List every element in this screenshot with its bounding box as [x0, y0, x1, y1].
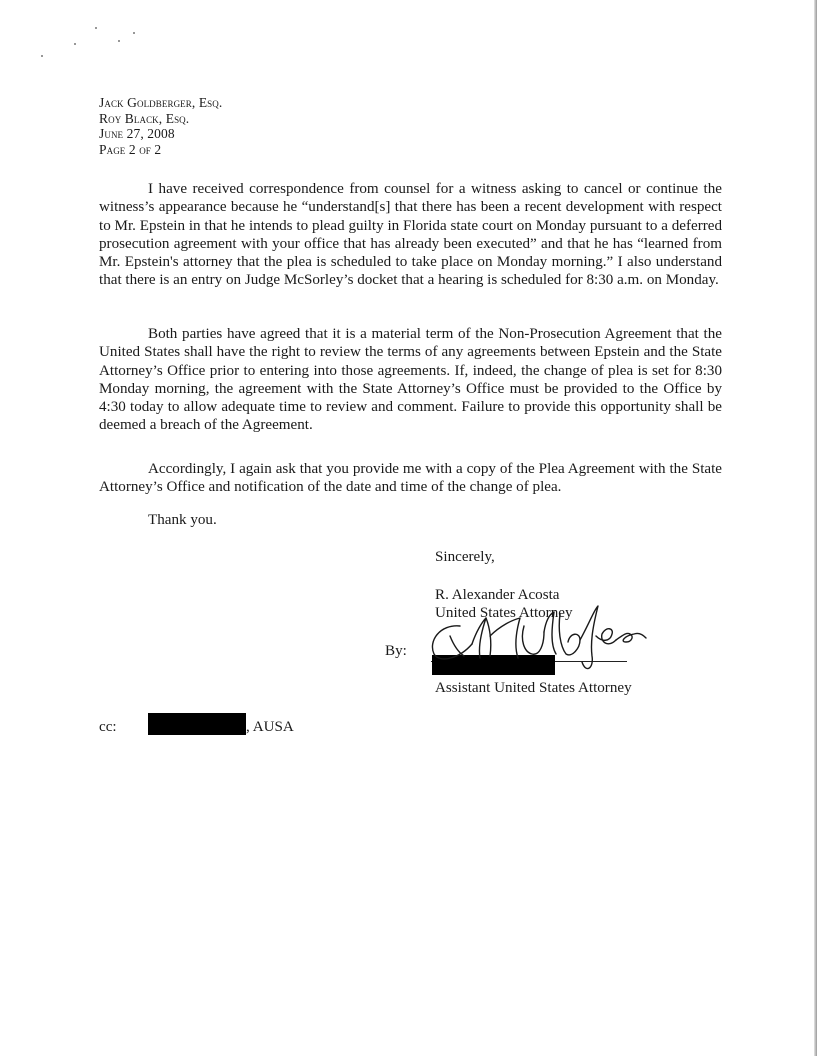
scan-speck [95, 27, 97, 29]
paragraph-text: I have received correspondence from counsel for a witness asking to cancel or continue the witness’s appearance because he “understand[s] that there has been a recent development with respect to Mr. Epstein in that he intends to plead guilty in Florida state court on Monday pursuant to a deferred prosecution agreement with your office that has already been executed” and that he has “learned from Mr. Epstein's attorney that the plea is scheduled to take place on Monday morning.” I also understand that there is an entry on Judge McSorley’s docket that a hearing is scheduled for 8:30 a.m. on Monday. [99, 181, 722, 289]
signer-title: Assistant United States Attorney [435, 680, 632, 696]
body-paragraph-1 [99, 180, 722, 290]
redaction-bar [148, 713, 246, 735]
body-paragraph-3 [99, 460, 722, 497]
letter-header [99, 95, 222, 157]
letter-date: June 27, 2008 [99, 126, 175, 142]
closing-line: Sincerely, [435, 549, 495, 565]
paragraph-text: Both parties have agreed that it is a material term of the Non-Prosecution Agreement that the United States shall have the right to review the terms of any agreements between Epstein and the State Attorney’s Office prior to entering into those agreements. If, indeed, the change of plea is set for 8:30 Monday morning, the agreement with the State Attorney’s Office must be provided to the Office by 4:30 today to allow adequate time to review and comment. Failure to provide this opportunity shall be deemed a breach of the Agreement. [99, 326, 722, 434]
scan-speck [74, 43, 76, 45]
scan-speck [133, 32, 135, 34]
by-label: By: [385, 643, 407, 659]
signer-office: United States Attorney [435, 605, 573, 621]
thank-you-line: Thank you. [148, 512, 217, 528]
signer-name: R. Alexander Acosta [435, 587, 560, 603]
recipient-1: Jack Goldberger, Esq. [99, 95, 223, 110]
recipient-2: Roy Black, Esq. [99, 110, 190, 126]
cc-recipient-suffix: , AUSA [246, 719, 294, 735]
page-number: Page 2 of 2 [99, 141, 162, 157]
cc-label: cc: [99, 719, 117, 735]
paragraph-text: Accordingly, I again ask that you provide me with a copy of the Plea Agreement with the State Attorney’s Office and notification of the date and time of the change of plea. [99, 461, 722, 496]
body-paragraph-2 [99, 325, 722, 435]
scan-speck [118, 40, 120, 42]
scan-speck [41, 55, 43, 57]
handwritten-signature [420, 596, 650, 676]
